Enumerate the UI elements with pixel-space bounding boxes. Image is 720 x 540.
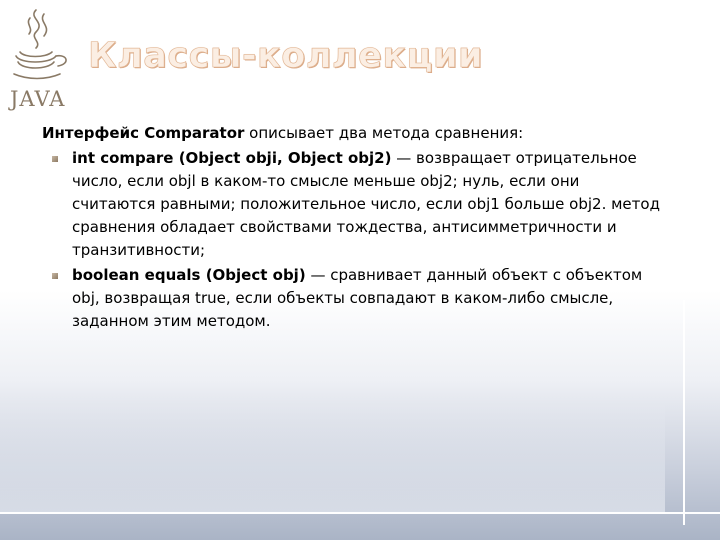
- decorative-vertical-line: [683, 300, 685, 525]
- list-item-compare: [42, 147, 662, 262]
- footer-panel: [0, 400, 665, 512]
- intro-bold: Интерфейс Comparator: [42, 124, 245, 142]
- slide-title: Классы-коллекции: [88, 36, 484, 76]
- method-signature: int compare (Object obji, Object obj2): [72, 149, 392, 167]
- bullet-square-icon: [52, 273, 58, 279]
- slide-content: [42, 122, 662, 333]
- java-logo: [6, 4, 76, 112]
- intro-text: описывает два метода сравнения:: [244, 124, 524, 142]
- method-signature: boolean equals (Object obj): [72, 266, 306, 284]
- java-logo-text: JAVA: [10, 87, 66, 111]
- method-description: — возвращает отрицательное число, если objl в каком-то смысле меньше obj2; нуль, если они считаются равными; положительное число, если obj1 больше obj2. метод сравнения обладает свойствами тождества, антисимметричности и транзитивности;: [72, 149, 660, 259]
- list-item-equals: [42, 264, 662, 333]
- method-description: — сравнивает данный объект с объектом obj, возвращая true, если объекты совпадают в каком-либо смысле, заданном этим методом.: [72, 266, 643, 330]
- method-list: [42, 147, 662, 333]
- bullet-square-icon: [52, 156, 58, 162]
- intro-line: [42, 122, 662, 145]
- decorative-horizontal-line: [0, 512, 720, 514]
